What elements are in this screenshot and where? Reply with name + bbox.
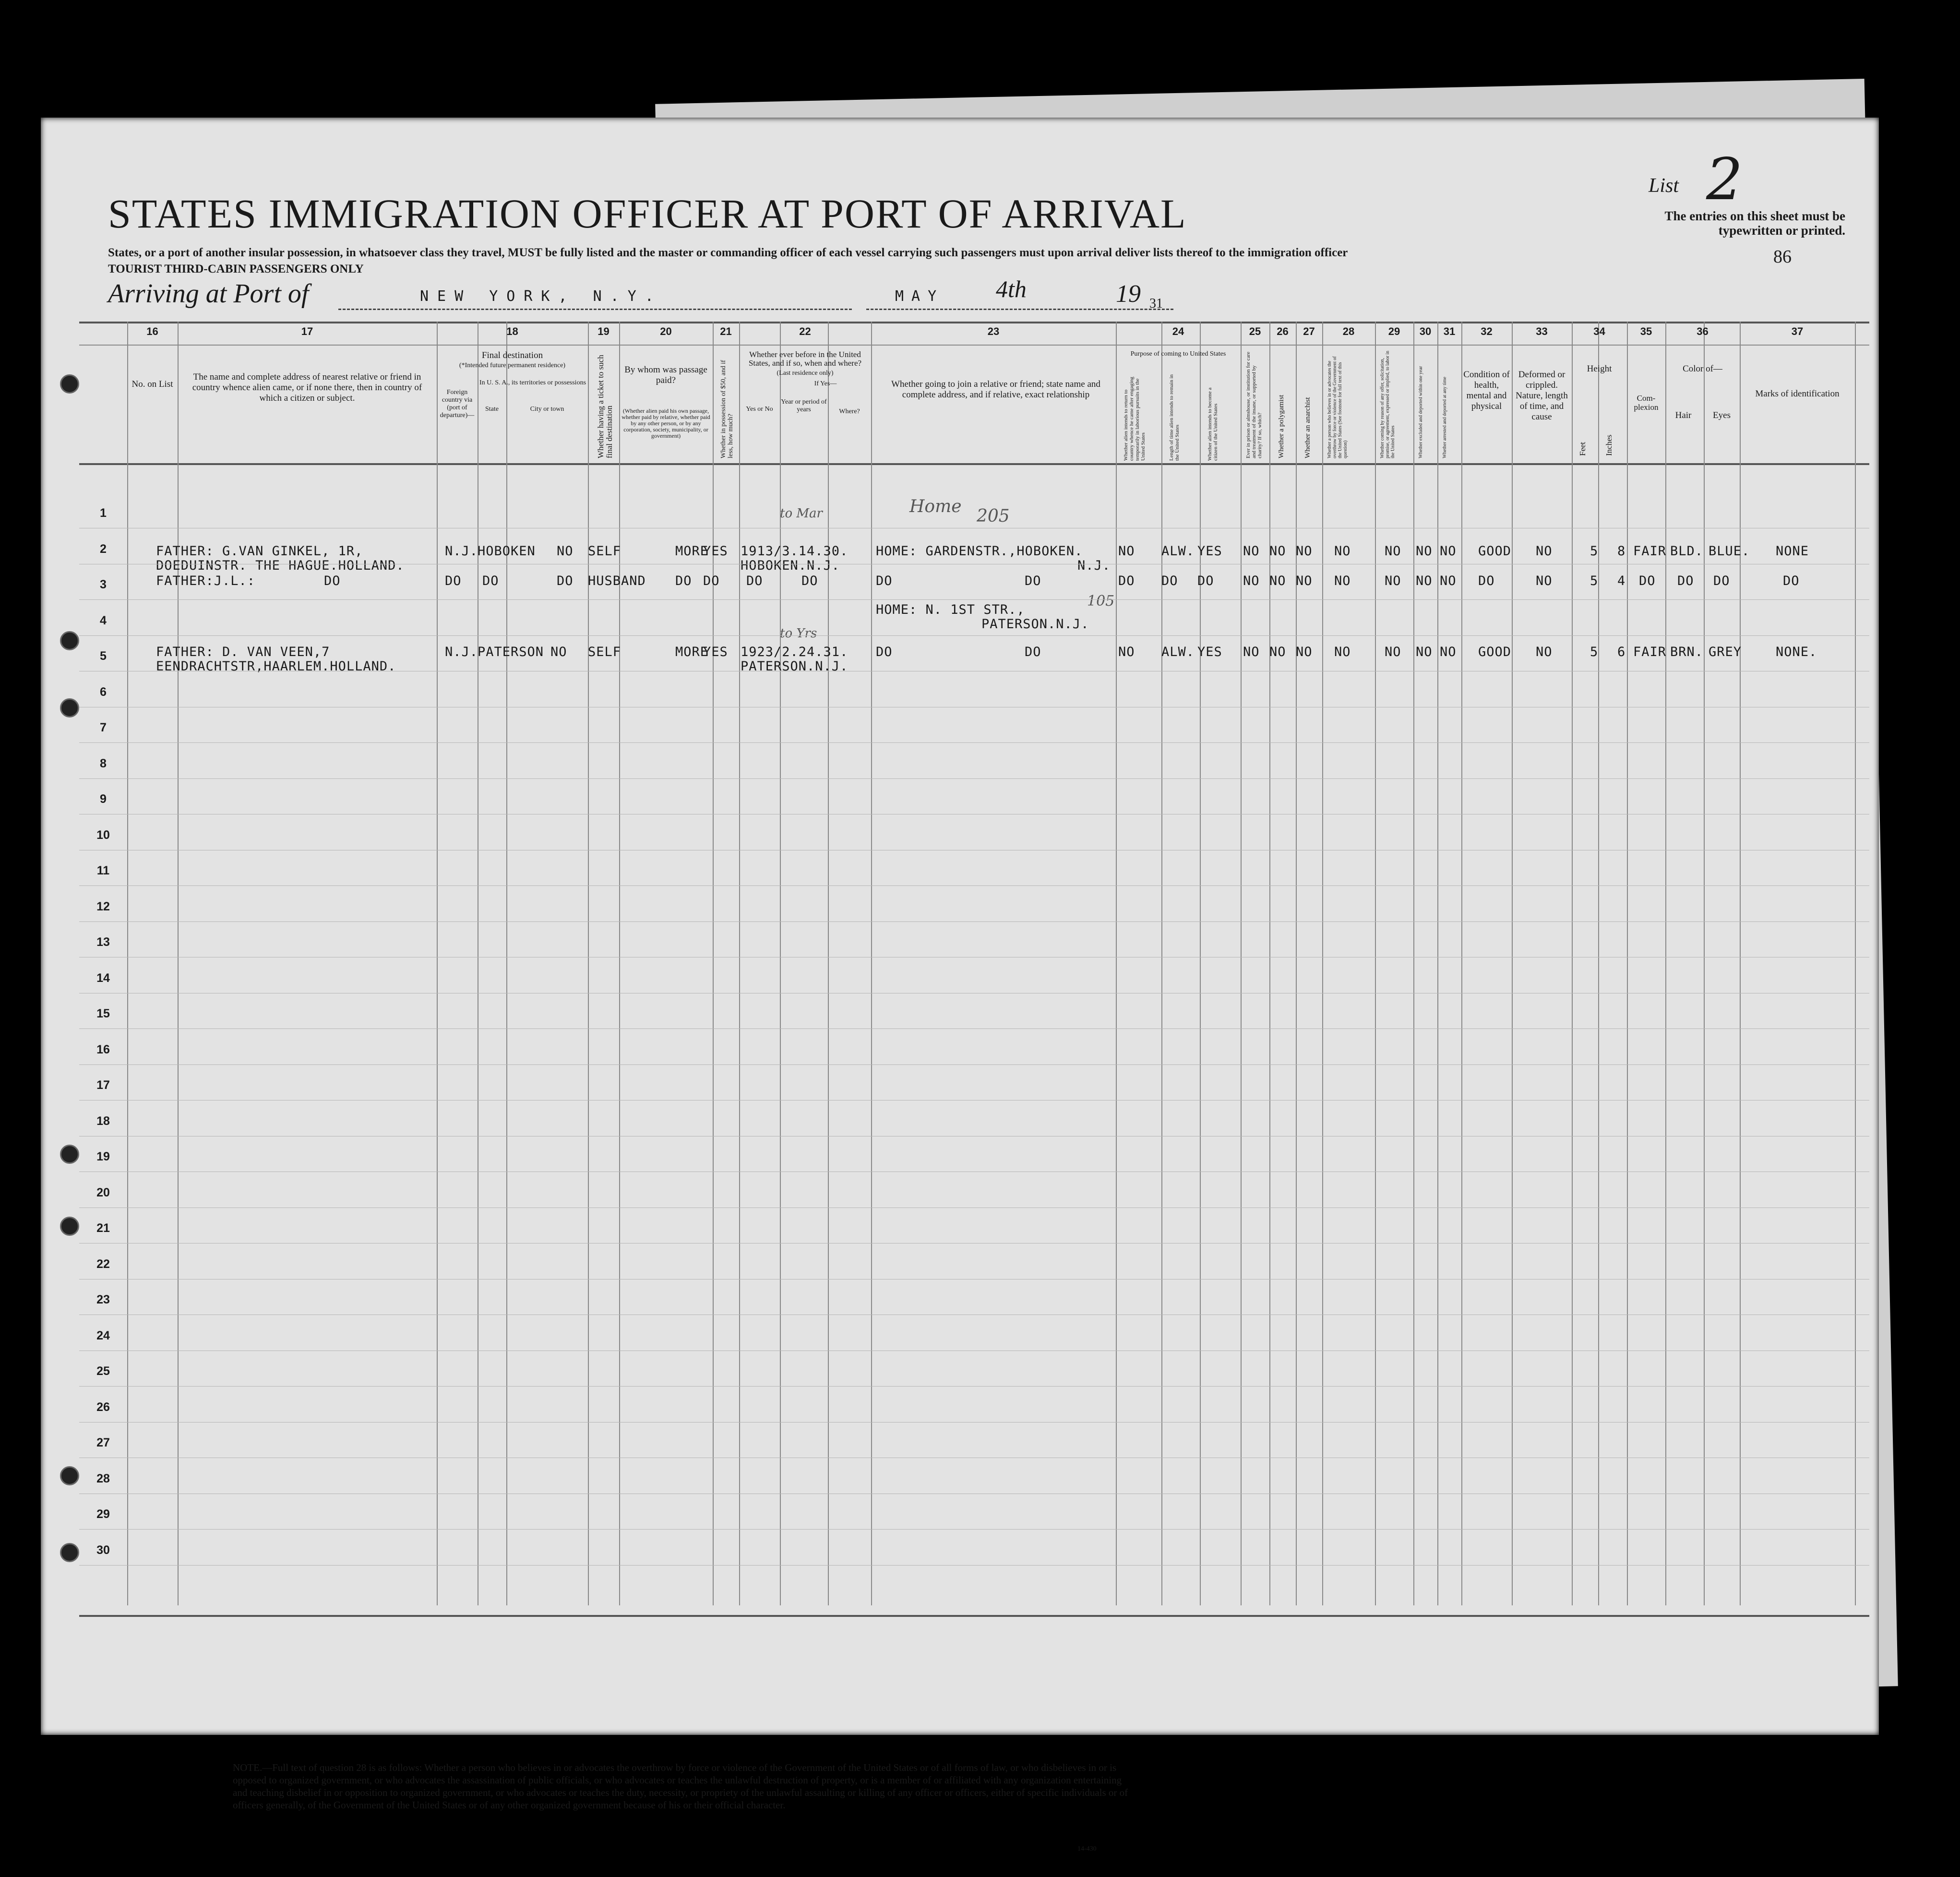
col-line — [127, 322, 128, 1605]
colnum-19: 19 — [598, 325, 610, 337]
r2-ticket: DO — [557, 574, 574, 588]
date-underline — [866, 309, 1173, 310]
row-number: 26 — [96, 1400, 110, 1414]
r2-q27: NO — [1296, 574, 1313, 588]
hdr-prison: Ever in prison or almshouse, or institution for care and treatment of the insane, or supported by charity? If so, which? — [1245, 351, 1263, 458]
colnum-30: 30 — [1419, 325, 1432, 337]
col-line — [1572, 322, 1573, 1605]
r2-q28: NO — [1334, 574, 1351, 588]
colnum-34: 34 — [1593, 325, 1605, 337]
hdr-q28: Whether a person who believes in or advocates the overthrow by force or violence of the Government of the United States (See footnote for full text of this question) — [1327, 356, 1348, 458]
r1-join-line2: N.J. — [1077, 558, 1111, 573]
page-number: 86 — [1773, 247, 1792, 267]
r2-q25: NO — [1243, 574, 1260, 588]
row-number: 2 — [100, 542, 107, 556]
binder-hole — [60, 1543, 79, 1562]
hdr-color-of: Color of— — [1683, 364, 1722, 374]
binder-hole — [60, 1217, 79, 1236]
r2-state: DO — [445, 574, 462, 588]
row-rule — [79, 1422, 1869, 1423]
r2-q29: NO — [1385, 574, 1401, 588]
r4-purpose-citizen: YES — [1197, 645, 1222, 659]
r1-before: YES — [703, 544, 728, 559]
hdr-q30: Whether excluded and deported within one year — [1418, 366, 1423, 458]
r2-q30: NO — [1416, 574, 1433, 588]
r2-health: DO — [1478, 574, 1495, 588]
r2-before: DO — [703, 574, 720, 588]
hdr-q29: Whether coming by reason of any offer, solicitation, promise, or agreement, expressed or implied, to labor in the United States — [1380, 350, 1396, 458]
row-number: 17 — [96, 1078, 110, 1092]
handwritten-to-mar: to Mar — [780, 506, 823, 521]
colnum-33: 33 — [1536, 325, 1548, 337]
r2-deformed: NO — [1536, 574, 1553, 588]
r1-q31: NO — [1440, 544, 1457, 559]
binder-hole — [60, 1466, 79, 1485]
hdr-eyes: Eyes — [1713, 410, 1731, 420]
hdr-final-destination-note: (*Intended future permanent residence) — [459, 362, 566, 369]
col-line — [1200, 322, 1201, 1605]
col-line — [1461, 322, 1462, 1605]
colnum-16: 16 — [146, 325, 158, 337]
port-value: NEW YORK, N.Y. — [420, 288, 662, 305]
row-number: 27 — [96, 1436, 110, 1449]
row-number: 4 — [100, 613, 107, 627]
r4-marks: NONE. — [1776, 645, 1817, 659]
row-number: 24 — [96, 1328, 110, 1342]
r1-health: GOOD — [1478, 544, 1512, 559]
r1-eyes: BLUE. — [1709, 544, 1750, 559]
r1-q30: NO — [1416, 544, 1433, 559]
r2-feet: 5 — [1590, 574, 1599, 588]
colnum-20: 20 — [660, 325, 672, 337]
r4-complexion: FAIR — [1633, 645, 1667, 659]
row-number: 28 — [96, 1471, 110, 1485]
hdr-final-destination: Final destination — [481, 350, 543, 360]
colnum-23: 23 — [987, 325, 1000, 337]
row-number: 14 — [96, 971, 110, 985]
col-line — [1296, 322, 1297, 1605]
port-underline — [338, 309, 852, 310]
r2-join-line2: DO — [1025, 574, 1041, 588]
hdr-health: Condition of health, mental and physical — [1463, 370, 1510, 411]
hdr-if-yes: If Yes— — [814, 380, 837, 387]
grid-top-line — [79, 322, 1869, 323]
handwritten-home: Home — [909, 497, 962, 516]
r2-where: DO — [801, 574, 818, 588]
hdr-feet: Feet — [1578, 442, 1587, 456]
row-number: 7 — [100, 721, 107, 734]
grid-bottom-line — [79, 1615, 1869, 1617]
r4-deformed: NO — [1536, 645, 1553, 659]
col-line — [1627, 322, 1628, 1605]
r1-relative-line2: DOEDUINSTR. THE HAGUE.HOLLAND. — [156, 558, 405, 573]
colnum-21: 21 — [720, 325, 732, 337]
row-number: 20 — [96, 1185, 110, 1199]
row-rule — [79, 742, 1869, 743]
r1-complexion: FAIR — [1633, 544, 1667, 559]
row-rule — [79, 599, 1869, 600]
row-number: 8 — [100, 756, 107, 770]
row-number: 29 — [96, 1507, 110, 1521]
r2-inches: 4 — [1617, 574, 1626, 588]
r4-state: N.J. — [445, 645, 478, 659]
r4-q25: NO — [1243, 645, 1260, 659]
r2-marks: DO — [1783, 574, 1800, 588]
hdr-in-usa: In U. S. A., its territories or possessions — [479, 379, 586, 386]
r1-money: MORE — [675, 544, 709, 559]
r2-eyes: DO — [1713, 574, 1730, 588]
col-line — [1375, 322, 1376, 1605]
binder-hole — [60, 631, 79, 650]
row-rule — [79, 885, 1869, 886]
colnum-32: 32 — [1481, 325, 1493, 337]
col-line — [1161, 322, 1162, 1605]
hdr-purpose: Purpose of coming to United States — [1130, 350, 1226, 358]
col-line — [1322, 322, 1323, 1605]
hdr-hair: Hair — [1675, 410, 1692, 420]
colnum-25: 25 — [1249, 325, 1261, 337]
arrival-year-prefix: 19 — [1116, 280, 1141, 308]
row-rule — [79, 1064, 1869, 1065]
r4-q26: NO — [1269, 645, 1286, 659]
hdr-ever-before-note: (Last residence only) — [777, 370, 834, 377]
row-number: 13 — [96, 935, 110, 949]
hdr-complexion: Com-plexion — [1634, 394, 1659, 412]
r1-q25: NO — [1243, 544, 1260, 559]
col-line — [1665, 322, 1666, 1605]
col-line — [1241, 322, 1242, 1605]
hdr-no-on-list: No. on List — [131, 379, 173, 389]
arrival-month: MAY — [895, 288, 944, 305]
row-rule — [79, 921, 1869, 922]
r4-q27: NO — [1296, 645, 1313, 659]
r1-q28: NO — [1334, 544, 1351, 559]
r1-relative-line1: FATHER: G.VAN GINKEL, 1R, — [156, 544, 363, 559]
r2-q26: NO — [1269, 574, 1286, 588]
hdr-year-period: Year or period of years — [781, 398, 827, 413]
r4-paid: SELF — [588, 645, 621, 659]
row-rule — [79, 635, 1869, 636]
col-line — [739, 322, 740, 1605]
r4-money: MORE — [675, 645, 709, 659]
r4-city: PATERSON — [478, 645, 544, 659]
r1-where: HOBOKEN.N.J. — [741, 558, 840, 573]
col-line — [1437, 322, 1438, 1605]
row-number: 23 — [96, 1293, 110, 1306]
row-number: 21 — [96, 1221, 110, 1235]
colnum-27: 27 — [1303, 325, 1315, 337]
hdr-state: State — [485, 406, 499, 413]
col-line — [178, 322, 179, 1605]
hdr-possession-50: Whether in possession of $50, and if less, how much? — [720, 360, 734, 458]
hdr-anarchist: Whether an anarchist — [1304, 397, 1312, 458]
r4-relative-line1: FATHER: D. VAN VEEN,7 — [156, 645, 330, 659]
list-label: List — [1649, 175, 1679, 197]
row-number: 19 — [96, 1150, 110, 1163]
r4-q29: NO — [1385, 645, 1401, 659]
r4-q30: NO — [1416, 645, 1433, 659]
hdr-city: City or town — [530, 406, 564, 413]
colnum-line — [79, 345, 1869, 346]
hdr-purpose-a: Whether alien intends to return to country whence he came after engaging temporarily in laborious pursuits in the United States — [1123, 377, 1146, 461]
r1-years: 1913/3.14.30. — [741, 544, 849, 559]
colnum-28: 28 — [1342, 325, 1355, 337]
row-rule — [79, 1207, 1869, 1208]
r1-q26: NO — [1269, 544, 1286, 559]
r1-q29: NO — [1385, 544, 1401, 559]
hdr-inches: Inches — [1604, 434, 1613, 456]
row-number: 16 — [96, 1042, 110, 1056]
row-number: 11 — [96, 864, 110, 877]
row-number: 6 — [100, 685, 107, 699]
colnum-35: 35 — [1640, 325, 1652, 337]
col-line — [1512, 322, 1513, 1605]
colnum-36: 36 — [1697, 325, 1709, 337]
r2-hair: DO — [1677, 574, 1694, 588]
handwritten-205: 205 — [977, 506, 1010, 526]
col-line — [1855, 322, 1856, 1605]
r4-eyes: GREY — [1709, 645, 1742, 659]
r4-relative-line2: EENDRACHTSTR,HAARLEM.HOLLAND. — [156, 659, 396, 674]
colnum-22: 22 — [799, 325, 811, 337]
row-rule — [79, 1565, 1869, 1566]
hdr-ticket: Whether having a ticket to such final destination — [596, 355, 614, 458]
col-line — [828, 322, 829, 1605]
col-line — [713, 322, 714, 1605]
r3-join-line2: PATERSON.N.J. — [981, 617, 1089, 632]
hdr-ever-before: Whether ever before in the United States, and if so, when and where? — [748, 350, 862, 368]
colnum-18: 18 — [506, 325, 518, 337]
row-number: 10 — [96, 828, 110, 842]
col-line — [871, 322, 872, 1605]
row-number: 1 — [100, 506, 107, 520]
footnote-q28: NOTE.—Full text of question 28 is as follows: Whether a person who believes in or advocates the overthrow by force or violence of the Government of the United States or of all forms of law, or who disbelieves in or is opposed to organized government, or who advocates the assassination of public officials, or who advocates or teaches the unlawful destruction of property, or is a member of or affiliated with any organization entertaining and teaching disbelief in or opposition to organized government, or who advocates or teaches the duty, necessity, or propriety of the unlawful assaulting or killing of any officer or officers, either of specific individuals or of officers generally, of the Government of the United States or of any other organized government because of his or their official character. — [233, 1762, 1128, 1811]
r4-q28: NO — [1334, 645, 1351, 659]
typewritten-note: The entries on this sheet must be typewritten or printed. — [1664, 209, 1845, 238]
handwritten-to-yrs: to Yrs — [780, 626, 817, 641]
r4-purpose-length: ALW. — [1161, 645, 1195, 659]
r2-relative: FATHER:J.L.: — [156, 574, 256, 588]
r4-before: YES — [703, 645, 728, 659]
colnum-37: 37 — [1791, 325, 1804, 337]
r4-join-line2: DO — [1025, 645, 1041, 659]
col-line — [506, 322, 507, 1605]
r4-join-line1: DO — [876, 645, 893, 659]
r2-purpose-return: DO — [1118, 574, 1135, 588]
row-number: 5 — [100, 649, 107, 663]
r1-ticket: NO — [557, 544, 574, 559]
row-number: 9 — [100, 792, 107, 806]
r2-complexion: DO — [1639, 574, 1656, 588]
r2-q31: NO — [1440, 574, 1457, 588]
hdr-purpose-b: Length of time alien intends to remain in the United States — [1169, 374, 1180, 461]
r1-paid: SELF — [588, 544, 621, 559]
col-line — [1116, 322, 1117, 1605]
row-number: 30 — [96, 1543, 110, 1557]
r2-purpose-length: DO — [1161, 574, 1178, 588]
hdr-foreign-country: Foreign country via (port of departure)— — [440, 389, 475, 419]
r1-purpose-citizen: YES — [1197, 544, 1222, 559]
r4-ticket: NO — [550, 645, 567, 659]
r2-join-line1: DO — [876, 574, 893, 588]
r4-health: GOOD — [1478, 645, 1512, 659]
hdr-nearest-relative: The name and complete address of nearest relative or friend in country whence alien came, or if none there, then in country of which a citizen or subject. — [192, 372, 422, 403]
col-line — [619, 322, 620, 1605]
hdr-passage-paid-note: (Whether alien paid his own passage, whether paid by relative, whether paid by any other person, or by any corporation, society, municipality, or government) — [621, 407, 710, 439]
r1-marks: NONE — [1776, 544, 1809, 559]
row-number: 15 — [96, 1007, 110, 1020]
r4-where: PATERSON.N.J. — [741, 659, 849, 674]
col-line — [1413, 322, 1414, 1605]
manifest-grid — [79, 322, 1869, 1605]
arrival-year-suffix: 31 — [1149, 296, 1163, 311]
hdr-passage-paid: By whom was passage paid? — [624, 365, 707, 385]
header-bottom-line — [79, 463, 1869, 465]
colnum-31: 31 — [1443, 325, 1456, 337]
r4-feet: 5 — [1590, 645, 1599, 659]
r1-hair: BLD. — [1670, 544, 1704, 559]
col-line — [1704, 322, 1705, 1605]
arriving-label: Arriving at Port of — [108, 279, 309, 309]
hdr-where: Where? — [839, 408, 860, 415]
hdr-deformed: Deformed or crippled. Nature, length of time, and cause — [1516, 370, 1568, 422]
r1-inches: 8 — [1617, 544, 1626, 559]
form-number: 14-430 — [1077, 1845, 1097, 1853]
r1-purpose-return: NO — [1118, 544, 1135, 559]
hdr-join-relative: Whether going to join a relative or friend; state name and complete address, and if relative, exact relationship — [891, 379, 1100, 400]
r1-city: HOBOKEN — [478, 544, 536, 559]
r2-paid: HUSBAND — [588, 574, 646, 588]
r1-feet: 5 — [1590, 544, 1599, 559]
row-number: 18 — [96, 1114, 110, 1128]
hdr-yes-or-no: Yes or No — [746, 406, 773, 413]
arrival-day: 4th — [996, 275, 1027, 302]
r2-city: DO — [482, 574, 499, 588]
manifest-sheet — [41, 118, 1879, 1853]
colnum-29: 29 — [1388, 325, 1400, 337]
row-number: 12 — [96, 899, 110, 913]
form-title: STATES IMMIGRATION OFFICER AT PORT OF ARRIVAL — [108, 191, 1187, 237]
r4-inches: 6 — [1617, 645, 1626, 659]
colnum-17: 17 — [301, 325, 313, 337]
r1-purpose-length: ALW. — [1161, 544, 1195, 559]
row-number: 25 — [96, 1364, 110, 1378]
col-line — [437, 322, 438, 1605]
col-line — [1269, 322, 1270, 1605]
hdr-height: Height — [1587, 364, 1612, 374]
binder-hole — [60, 1145, 79, 1164]
r3-join-line1: HOME: N. 1ST STR., — [876, 602, 1025, 617]
r2-money: DO — [675, 574, 692, 588]
row-rule — [79, 1529, 1869, 1530]
r1-q27: NO — [1296, 544, 1313, 559]
r2-years: DO — [746, 574, 763, 588]
binder-hole — [60, 698, 79, 717]
row-rule — [79, 778, 1869, 779]
hdr-polygamist: Whether a polygamist — [1278, 395, 1285, 458]
r1-join-line1: HOME: GARDENSTR.,HOBOKEN. — [876, 544, 1083, 559]
form-subtitle: States, or a port of another insular possession, in whatsoever class they travel, MUST be fully listed and the master or commanding officer of each vessel carrying such passengers must upon arrival deliver lists thereof to the immigration officer — [108, 246, 1348, 259]
handwritten-105: 105 — [1087, 593, 1115, 610]
r4-years: 1923/2.24.31. — [741, 645, 849, 659]
row-number: 3 — [100, 578, 107, 591]
hdr-purpose-c: Whether alien intends to become a citizen of the United States — [1207, 387, 1219, 461]
hdr-marks: Marks of identification — [1755, 389, 1840, 399]
col-line — [1740, 322, 1741, 1605]
row-number: 22 — [96, 1257, 110, 1271]
r4-purpose-return: NO — [1118, 645, 1135, 659]
r2-relative-ditto: DO — [324, 574, 341, 588]
col-line — [588, 322, 589, 1605]
row-rule — [79, 1386, 1869, 1387]
r1-state: N.J. — [445, 544, 478, 559]
class-line: TOURIST THIRD-CABIN PASSENGERS ONLY — [108, 263, 364, 275]
binder-hole — [60, 374, 79, 394]
hdr-q31: Whether arrested and deported at any time — [1442, 377, 1447, 458]
list-number: 2 — [1706, 146, 1743, 213]
r4-hair: BRN. — [1670, 645, 1704, 659]
colnum-26: 26 — [1277, 325, 1289, 337]
r1-deformed: NO — [1536, 544, 1553, 559]
r2-purpose-citizen: DO — [1197, 574, 1214, 588]
colnum-24: 24 — [1172, 325, 1184, 337]
r4-q31: NO — [1440, 645, 1457, 659]
col-line — [1598, 322, 1599, 1605]
row-rule — [79, 1028, 1869, 1029]
